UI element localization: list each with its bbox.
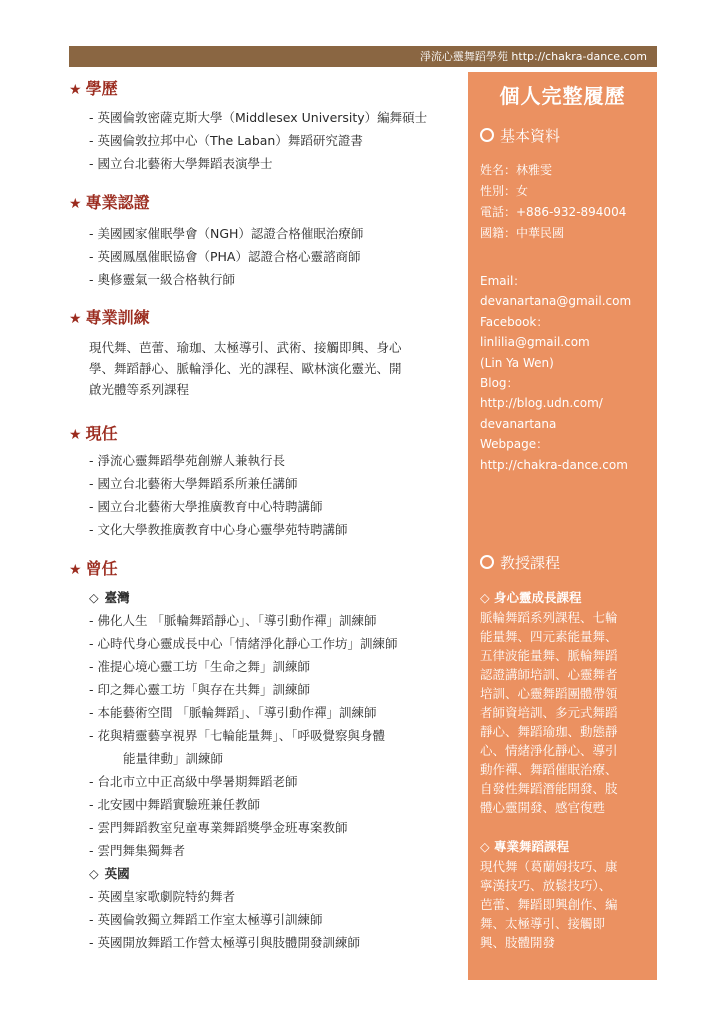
list-item: - 國立台北藝術大學推廣教育中心特聘講師 (89, 499, 323, 514)
list-item: - 英國皇家歌劇院特約舞者 (89, 889, 235, 904)
basic-info-heading: 基本資料 (480, 125, 560, 146)
list-item: - 奧修靈氣一級合格執行師 (89, 272, 235, 287)
email-link[interactable]: devanartana@gmail.com (480, 294, 632, 309)
name-field: 姓名：林雅雯 (480, 163, 553, 177)
training-paragraph: 現代舞、芭蕾、瑜珈、太極導引、武術、接觸即興、身心 學、舞蹈靜心、脈輪淨化、光的課程、歐林演化靈光、開 啟光體等系列課程 (89, 340, 402, 397)
section-education (69, 76, 464, 175)
circle-icon (480, 555, 494, 569)
course-professional-dance: ◇ 專業舞蹈課程 現代舞（葛蘭姆技巧、康 寧漢技巧、放鬆技巧）、 芭蕾、舞蹈即興創作、編 舞、太極導引、接觸即 興、肢體開發 (480, 837, 650, 952)
list-item: - 佛化人生 「脈輪舞蹈靜心」、「導引動作禪」訓練師 (89, 613, 377, 628)
list-item: - 英國倫敦獨立舞蹈工作室太極導引訓練師 (89, 912, 323, 927)
section-title: ★ 現任 (69, 424, 118, 443)
star-icon: ★ (69, 82, 82, 98)
list-item: - 淨流心靈舞蹈學苑創辦人兼執行長 (89, 453, 285, 468)
star-icon: ★ (69, 311, 82, 327)
section-title: ★ 曾任 (69, 559, 118, 578)
sidebar-title: 個人完整履歷 (499, 84, 626, 108)
webpage-link[interactable]: http://chakra-dance.com (480, 457, 628, 472)
diamond-icon: ◇ (89, 590, 99, 605)
diamond-icon: ◇ (89, 866, 99, 881)
courses-heading: 教授課程 (480, 552, 560, 573)
sidebar (468, 72, 657, 980)
list-item: - 英國倫敦拉邦中心（The Laban）舞蹈研究證書 (89, 133, 363, 148)
list-item: - 美國國家催眠學會（NGH）認證合格催眠治療師 (89, 226, 364, 241)
section-current (69, 421, 464, 541)
star-icon: ★ (69, 562, 82, 578)
section-title: ★ 專業認證 (69, 193, 150, 212)
section-title: ★ 專業訓練 (69, 308, 150, 327)
list-item: - 印之舞心靈工坊「與存在共舞」訓練師 (89, 682, 310, 697)
list-item: - 本能藝術空間 「脈輪舞蹈」、「導引動作禪」訓練師 (89, 705, 377, 720)
header-text: 淨流心靈舞蹈學苑 http://chakra-dance.com (419, 50, 647, 63)
list-item-continued: 能量律動」訓練師 (123, 751, 224, 766)
list-item: - 英國倫敦密薩克斯大學（Middlesex University）編舞碩士 (89, 110, 428, 125)
list-item: - 心時代身心靈成長中心「情緒淨化靜心工作坊」訓練師 (89, 636, 398, 651)
list-item: - 雲門舞集獨舞者 (89, 843, 185, 858)
course-personal-growth: ◇ 身心靈成長課程 脈輪舞蹈系列課程、七輪 能量舞、四元素能量舞、 五律波能量舞、脈輪舞蹈 認證講師培訓、心靈舞者 培訓、心靈舞蹈團體帶領 者師資培訓、多元式舞蹈 靜心、舞蹈瑜珈、動態靜 心、情緒淨化靜心、導引 動作禪、舞蹈催眠治療、 自發性舞蹈潛能開發、肢 體心靈開發、感官復甦 (480, 588, 650, 817)
basic-info (480, 160, 650, 244)
section-training (69, 305, 464, 400)
list-item: - 北安國中舞蹈實驗班兼任教師 (89, 797, 260, 812)
course-heading: ◇ 專業舞蹈課程 (480, 839, 569, 854)
section-former (69, 556, 464, 954)
list-item: - 雲門舞蹈教室兒童專業舞蹈獎學金班專案教師 (89, 820, 348, 835)
subheading-uk: ◇ 英國 (89, 866, 130, 881)
list-item: - 花與精靈藝享視界「七輪能量舞」、「呼吸覺察與身體 (89, 728, 385, 743)
list-item: - 英國開放舞蹈工作營太極導引與肢體開發訓練師 (89, 935, 360, 950)
gender-field: 性別：女 (480, 184, 529, 198)
blog-link[interactable]: http://blog.udn.com/ (480, 396, 603, 411)
list-item: - 國立台北藝術大學舞蹈系所兼任講師 (89, 476, 298, 491)
section-certifications (69, 190, 464, 291)
contact-info: Email： devanartana@gmail.com Facebook： linlilia@gmail.com (Lin Ya Wen) Blog： http://blog.udn.com/ devanartana Webpage： http://chakra-dance.com (480, 271, 650, 475)
star-icon: ★ (69, 427, 82, 443)
list-item: - 准提心境心靈工坊「生命之舞」訓練師 (89, 659, 310, 674)
facebook-link[interactable]: linlilia@gmail.com (480, 335, 590, 350)
header-bar (69, 46, 657, 67)
list-item: - 文化大學教推廣教育中心身心靈學苑特聘講師 (89, 522, 348, 537)
list-item: - 國立台北藝術大學舞蹈表演學士 (89, 156, 273, 171)
star-icon: ★ (69, 196, 82, 212)
list-item: - 台北市立中正高級中學暑期舞蹈老師 (89, 774, 298, 789)
subheading-taiwan: ◇ 臺灣 (89, 590, 130, 605)
phone-field: 電話：+886-932-894004 (480, 205, 627, 219)
section-title: ★ 學歷 (69, 79, 118, 98)
blog-link-cont[interactable]: devanartana (480, 416, 557, 431)
course-heading: ◇ 身心靈成長課程 (480, 590, 582, 605)
list-item: - 英國鳳凰催眠協會（PHA）認證合格心靈諮商師 (89, 249, 361, 264)
nationality-field: 國籍：中華民國 (480, 226, 565, 240)
circle-icon (480, 128, 494, 142)
